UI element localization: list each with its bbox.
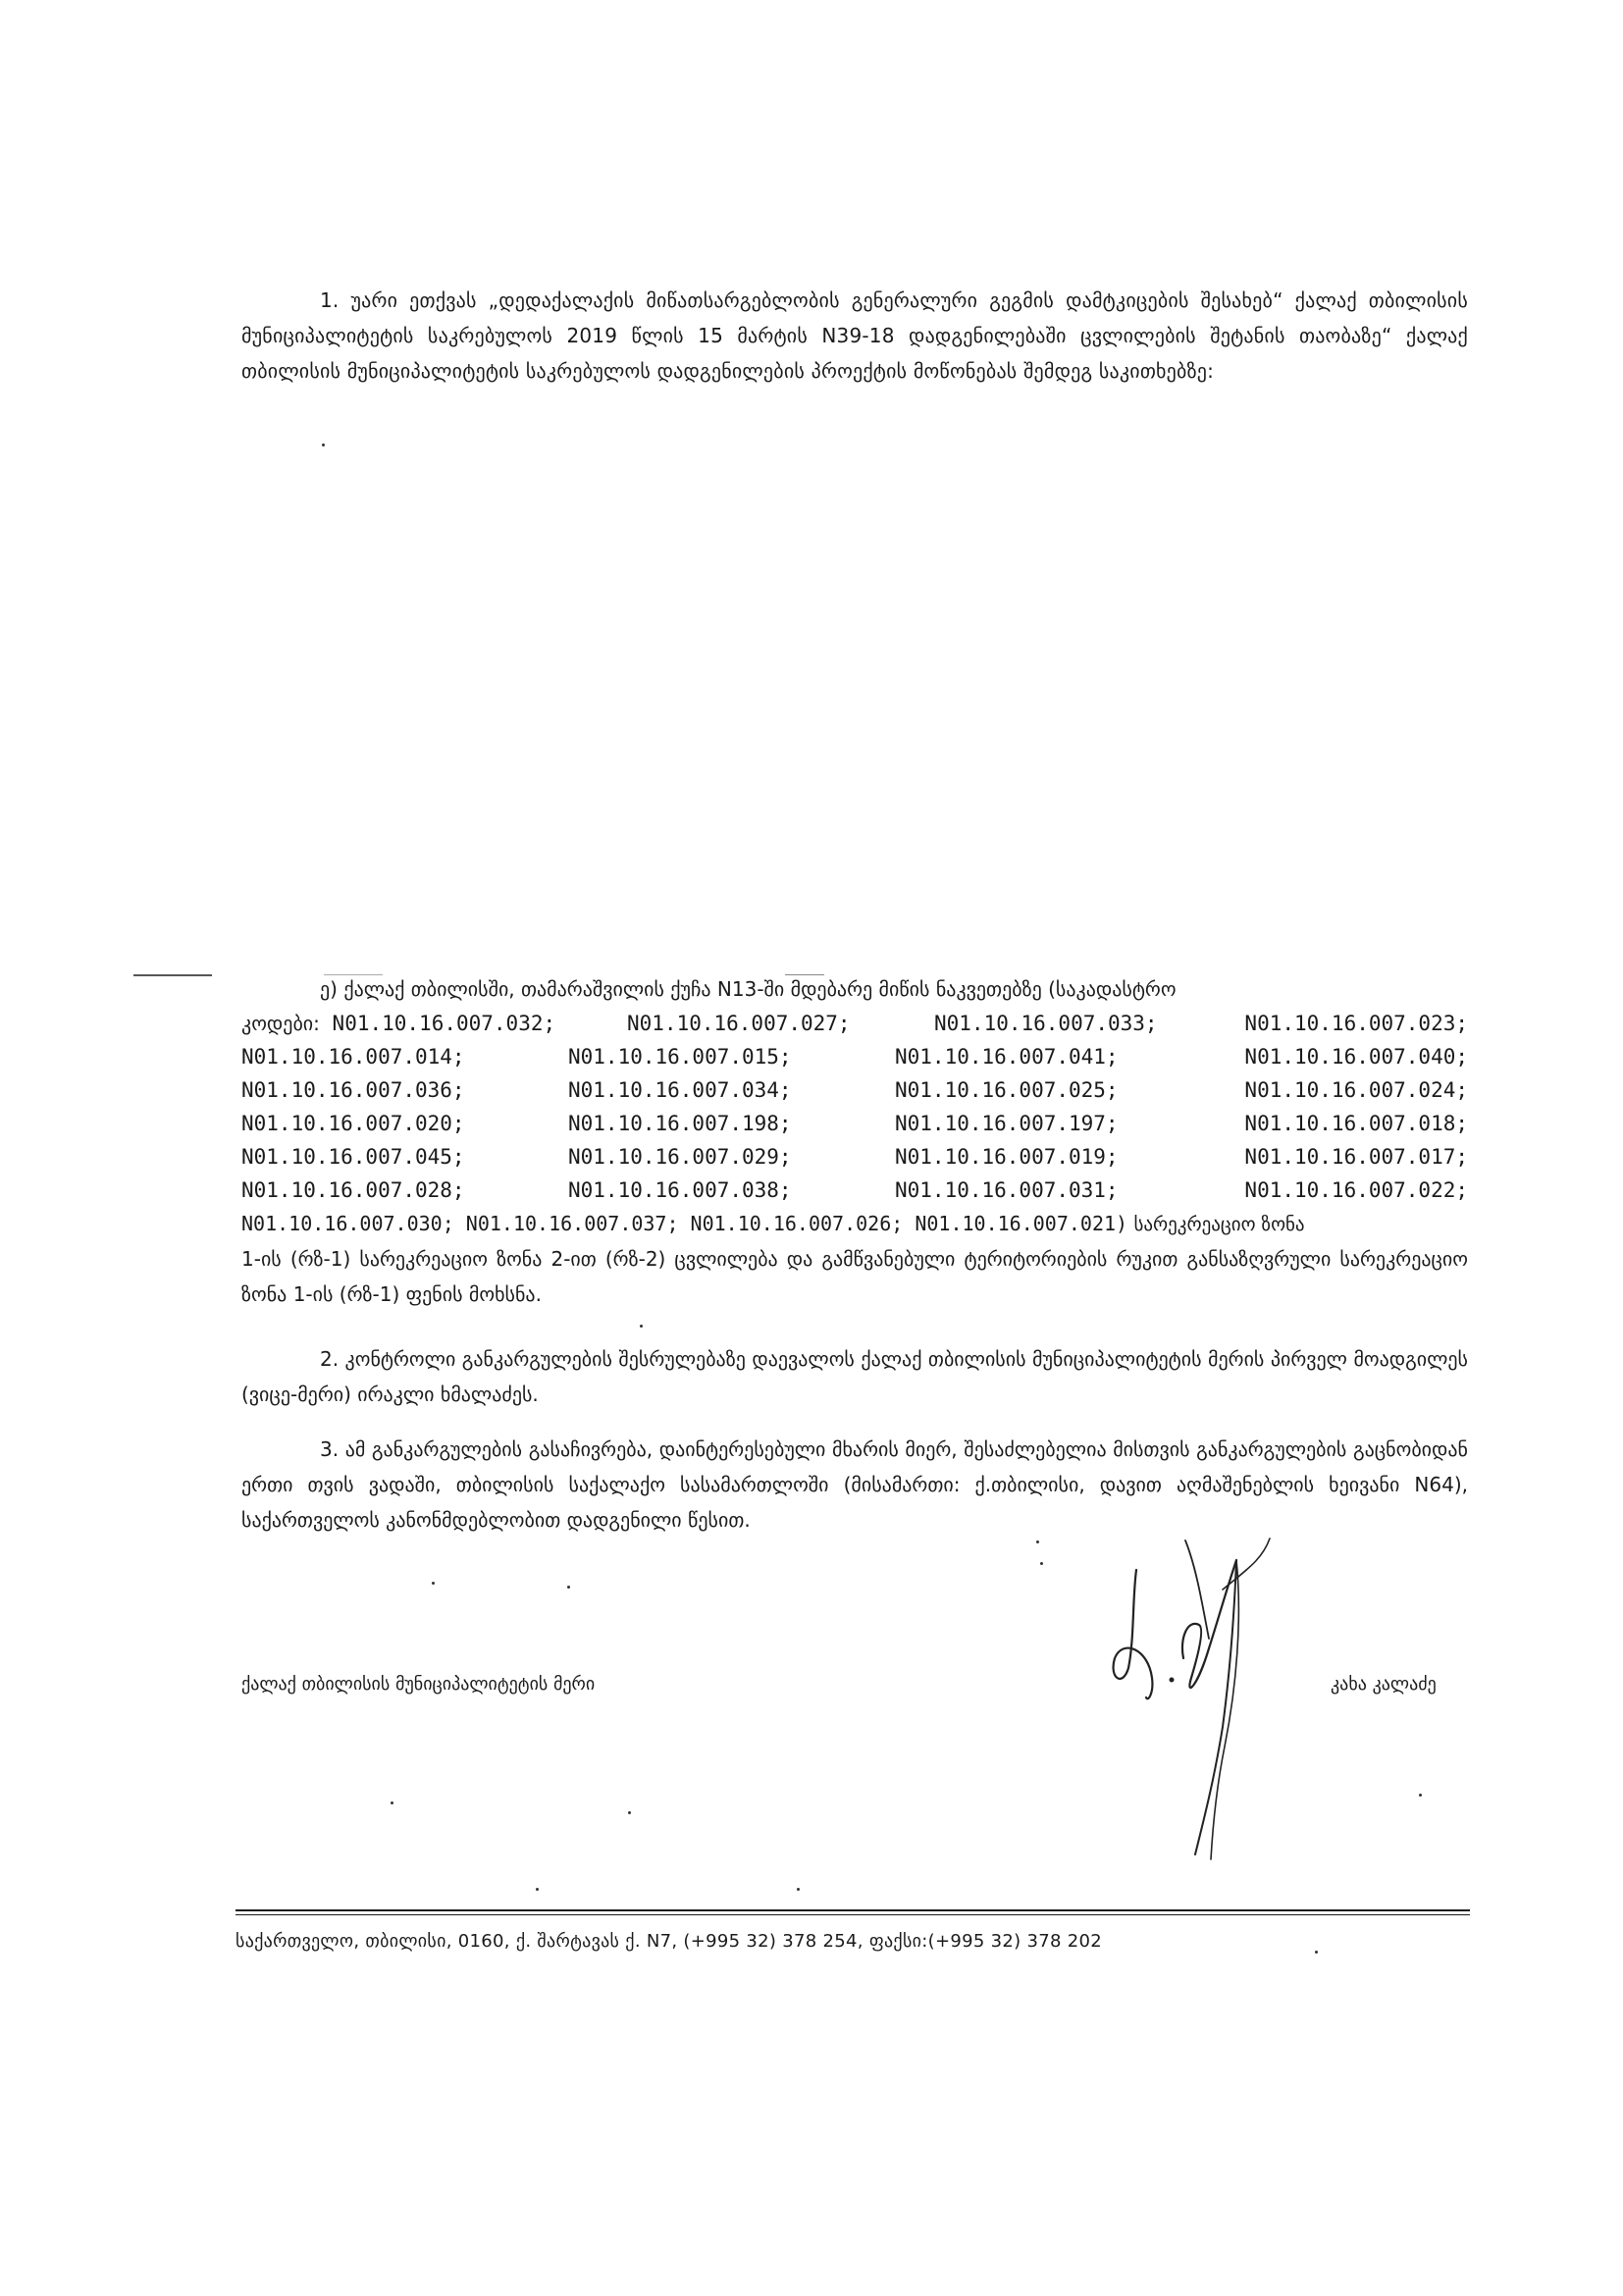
codes-label: კოდები: <box>241 1012 320 1035</box>
cadastral-code: N01.10.16.007.027; <box>627 1012 851 1035</box>
signatory-name: კახა კალაძე <box>1331 1674 1437 1695</box>
paragraph-3: 3. ამ განკარგულების გასაჩივრება, დაინტერესებული მხარის მიერ, შესაძლებელია მისთვის განკარგულების გაცნობიდან ერთი თვის ვადაში, თბილისის საქალაქო სასამართლოში (მისამართი: ქ.თბილისი, დავით აღმაშენებლის ხეივანი N64), საქართველოს კანონმდებლობით დადგენილი წესით. <box>241 1437 1468 1532</box>
cadastral-code: N01.10.16.007.031; <box>895 1178 1119 1202</box>
item-e-tail-2: 1-ის (რზ-1) სარეკრეაციო ზონა 2-ით (რზ-2) ცვლილება და გამწვანებული ტერიტორიების რუკით განსაზღვრული სარეკრეაციო ზონა 1-ის (რზ-1) ფენის მოხსნა. <box>241 1247 1468 1306</box>
cadastral-code: N01.10.16.007.020; <box>241 1112 465 1135</box>
cadastral-code: N01.10.16.007.036; <box>241 1078 465 1102</box>
scan-speck <box>1040 1562 1043 1565</box>
cadastral-code: N01.10.16.007.198; <box>568 1112 792 1135</box>
scan-speck <box>628 1811 631 1814</box>
cadastral-code: N01.10.16.007.033; <box>934 1012 1158 1035</box>
scan-speck <box>1419 1794 1422 1797</box>
cadastral-code: N01.10.16.007.038; <box>568 1178 792 1202</box>
paragraph-2: 2. კონტროლი განკარგულების შესრულებაზე დაევალოს ქალაქ თბილისის მუნიციპალიტეტის მერის პირველ მოადგილეს (ვიცე-მერი) ირაკლი ხმალაძეს. <box>241 1347 1468 1406</box>
cadastral-code: N01.10.16.007.041; <box>895 1045 1119 1069</box>
scan-speck <box>1315 1951 1318 1954</box>
cadastral-codes-first-row <box>241 1007 1468 1040</box>
scan-speck <box>1036 1540 1039 1543</box>
scan-speck <box>391 1801 393 1804</box>
cadastral-code: N01.10.16.007.024; <box>1244 1078 1468 1102</box>
handwritten-signature <box>1089 1531 1305 1864</box>
scan-speck <box>536 1888 539 1891</box>
cadastral-codes-last-row: N01.10.16.007.030; N01.10.16.007.037; N01.10.16.007.026; N01.10.16.007.021) <box>241 1212 1128 1235</box>
cadastral-code: N01.10.16.007.029; <box>568 1145 792 1169</box>
scan-speck <box>797 1888 800 1891</box>
cadastral-code: N01.10.16.007.197; <box>895 1112 1119 1135</box>
footer-rule <box>236 1909 1470 1911</box>
item-e-lead: ე) ქალაქ თბილისში, თამარაშვილის ქუჩა N13-ში მდებარე მიწის ნაკვეთებზე (საკადასტრო <box>320 977 1177 1001</box>
scan-speck <box>432 1582 435 1585</box>
cadastral-code: N01.10.16.007.019; <box>895 1145 1119 1169</box>
cadastral-code: N01.10.16.007.023; <box>1244 1012 1468 1035</box>
scan-speck <box>567 1586 570 1589</box>
cadastral-code: N01.10.16.007.025; <box>895 1078 1119 1102</box>
cadastral-code: N01.10.16.007.022; <box>1244 1178 1468 1202</box>
signatory-title: ქალაქ თბილისის მუნიციპალიტეტის მერი <box>241 1674 596 1695</box>
paragraph-1: 1. უარი ეთქვას „დედაქალაქის მიწათსარგებლობის გენერალური გეგმის დამტკიცების შესახებ“ ქალაქ თბილისის მუნიციპალიტეტის საკრებულოს 2019 წლის 15 მარტის N39-18 დადგენილებაში ცვლილების შეტანის თაობაზე“ ქალაქ თბილისის მუნიციპალიტეტის საკრებულოს დადგენილების პროექტის მოწონებას შემდეგ საკითხებზე: <box>241 288 1468 383</box>
cadastral-code: N01.10.16.007.014; <box>241 1045 465 1069</box>
cadastral-code <box>241 1007 568 1040</box>
cadastral-code: N01.10.16.007.018; <box>1244 1112 1468 1135</box>
item-e-last-line <box>241 1207 1468 1241</box>
item-e-tail-1: სარეკრეაციო ზონა <box>1133 1214 1305 1235</box>
cadastral-code: N01.10.16.007.040; <box>1244 1045 1468 1069</box>
cadastral-code: N01.10.16.007.045; <box>241 1145 465 1169</box>
cadastral-code: N01.10.16.007.017; <box>1244 1145 1468 1169</box>
cadastral-code: N01.10.16.007.034; <box>568 1078 792 1102</box>
item-e <box>241 971 1468 1312</box>
scan-speck <box>322 444 325 446</box>
footer-address: საქართველო, თბილისი, 0160, ქ. შარტავას ქ. N7, (+995 32) 378 254, ფაქსი:(+995 32) 378 202 <box>236 1931 1102 1952</box>
cadastral-code: N01.10.16.007.028; <box>241 1178 465 1202</box>
cadastral-code: N01.10.16.007.015; <box>568 1045 792 1069</box>
footer-rule-thin <box>236 1914 1470 1915</box>
scan-speck <box>640 1325 643 1328</box>
cadastral-codes-grid <box>241 1040 1468 1207</box>
cadastral-code-value: N01.10.16.007.032; <box>332 1012 556 1035</box>
scan-artifact-line <box>133 974 212 976</box>
